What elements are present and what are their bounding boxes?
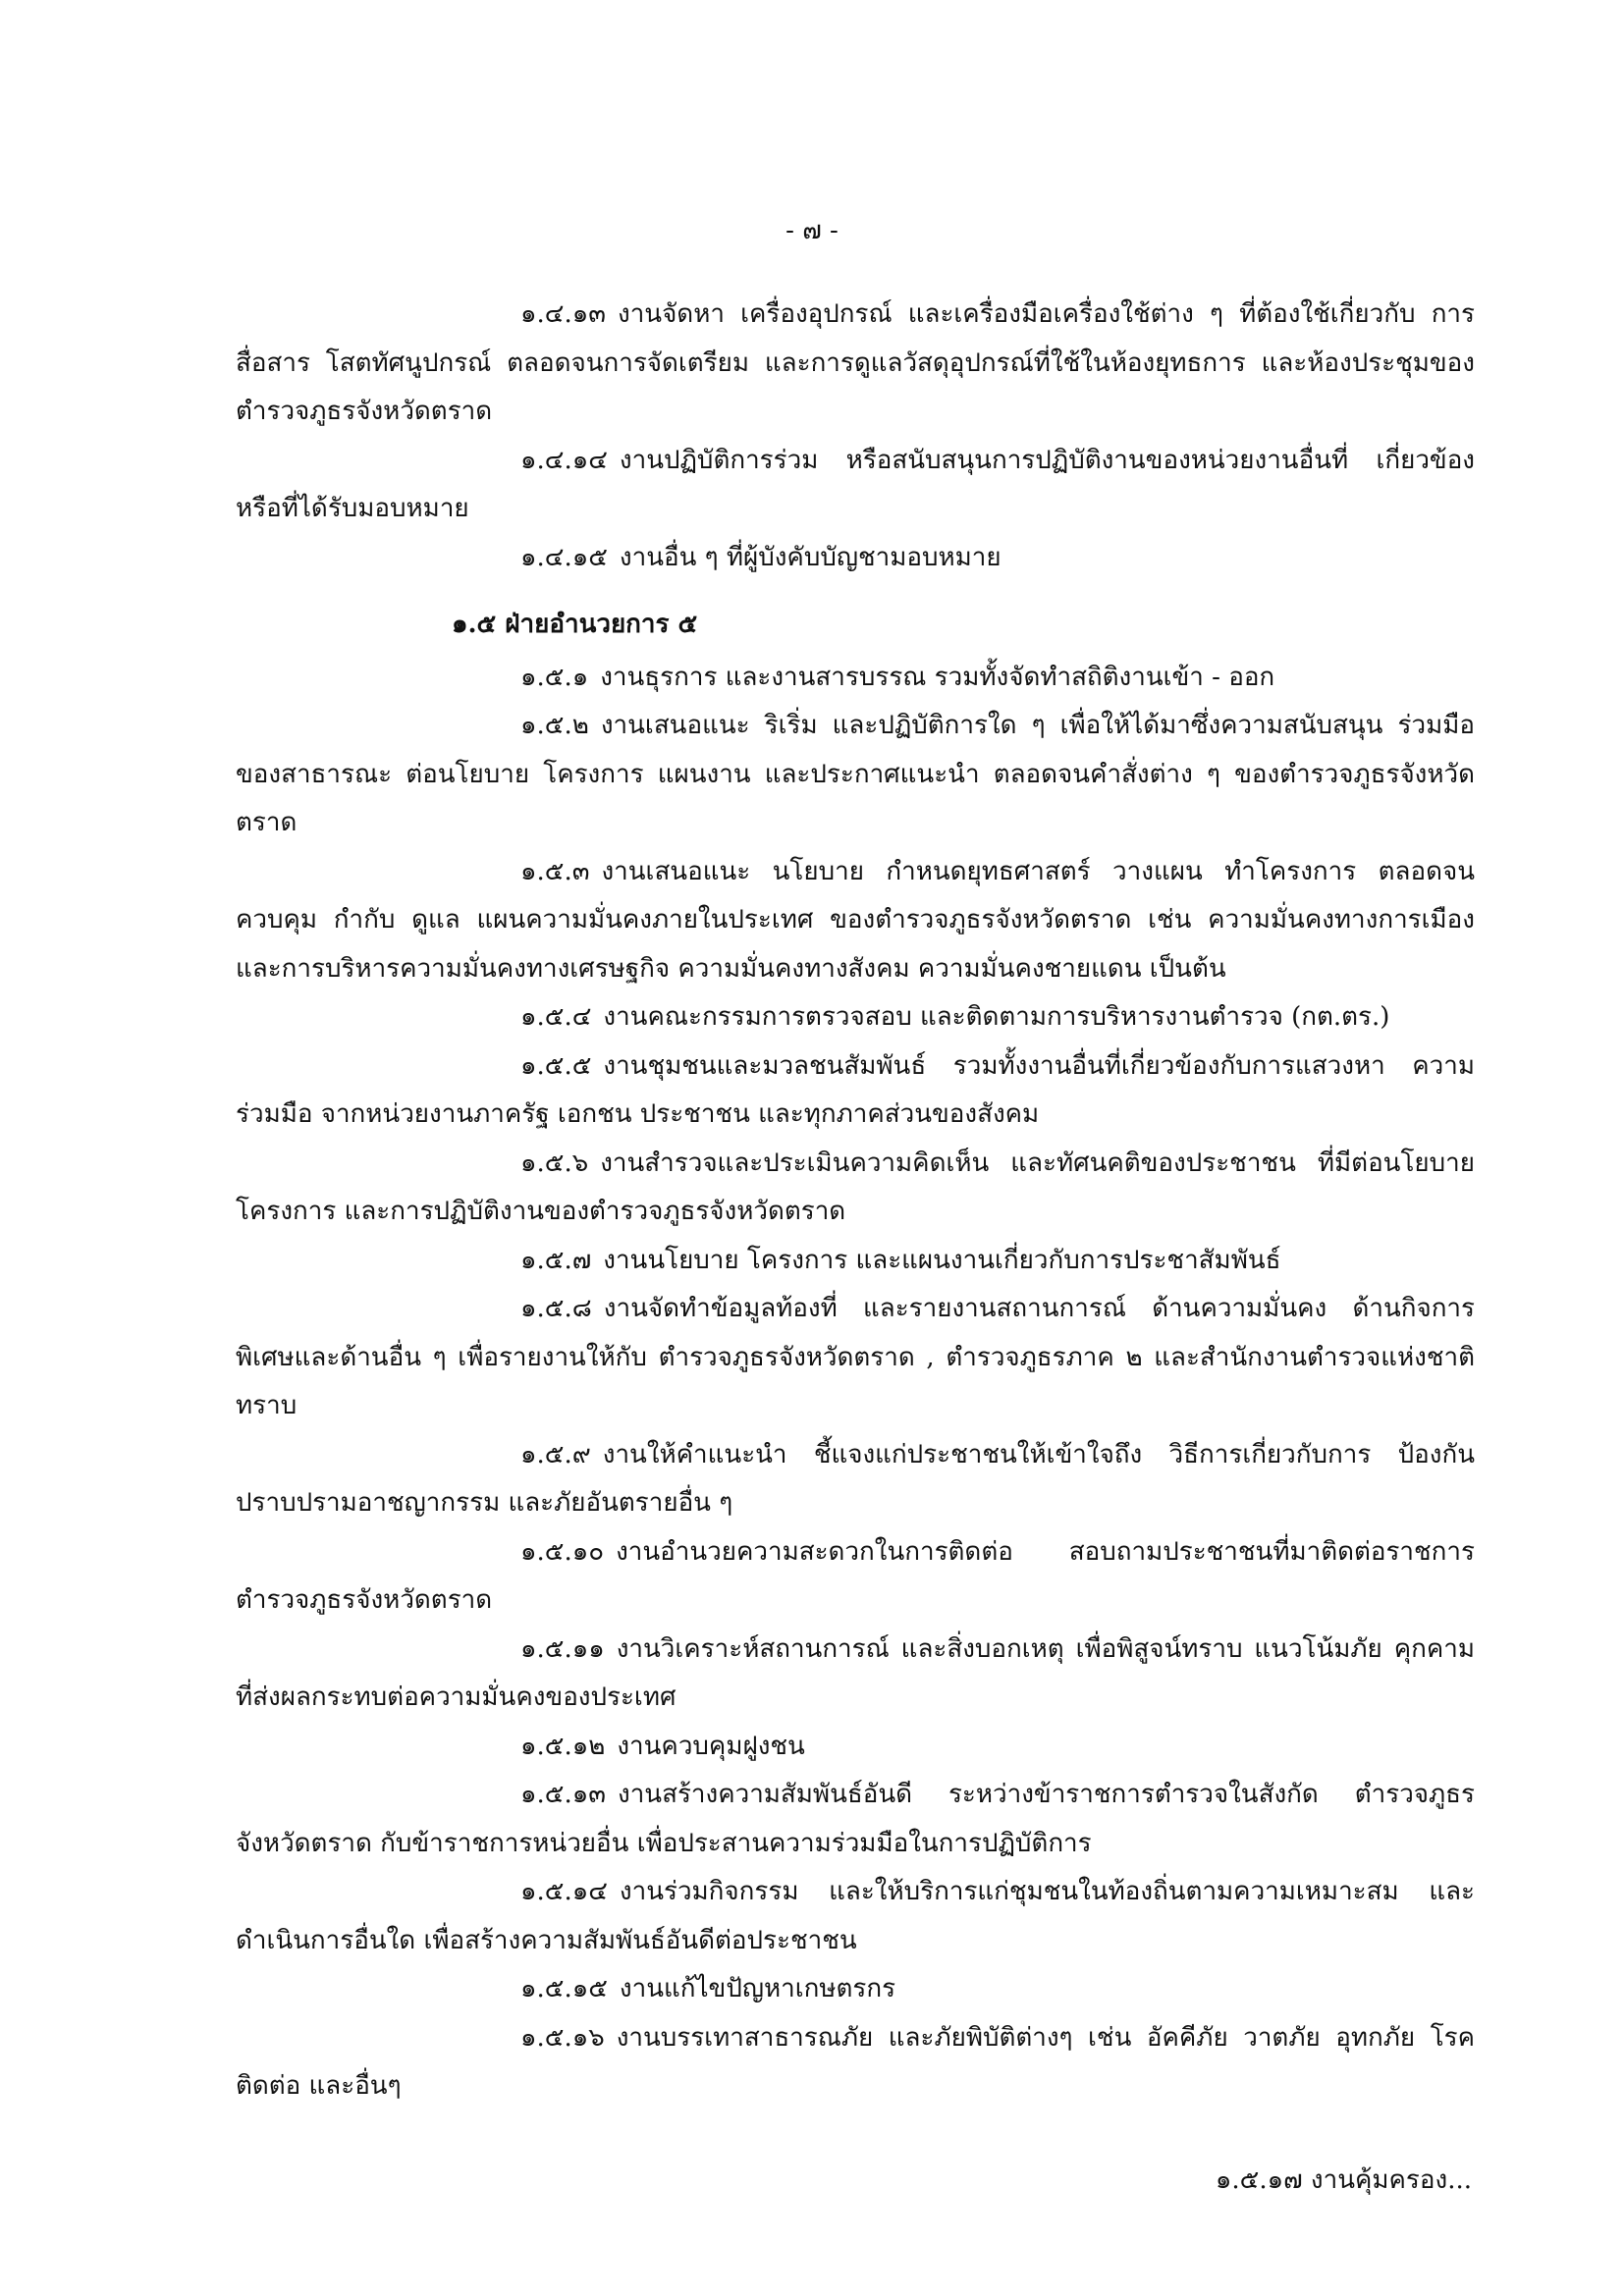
item-number: ๑.๕.๔ — [520, 1002, 592, 1032]
item-first-line — [236, 543, 1001, 572]
item-first-line — [236, 711, 1382, 740]
item-number: ๑.๔.๑๕ — [520, 542, 608, 572]
item-text: งานคณะกรรมการตรวจสอบ และติดตามการบริหารงานตำรวจ (กต.ตร.) — [603, 1002, 1390, 1032]
list-item — [236, 2014, 1475, 2111]
list-item — [236, 1431, 1475, 1528]
list-item — [236, 1042, 1475, 1140]
item-text: งานธุรการ และงานสารบรรณ รวมทั้งจัดทำสถิติงานเข้า - ออก — [600, 662, 1275, 692]
item-number: ๑.๕.๑๕ — [520, 1974, 608, 2003]
item-number: ๑.๕.๕ — [520, 1050, 592, 1081]
list-item — [236, 702, 1475, 848]
item-number: ๑.๕.๑๐ — [520, 1536, 605, 1567]
item-continuation: ควบคุม กำกับ ดูแล แผนความมั่นคงภายในประเทศ ของตำรวจภูธรจังหวัดตราด เช่น ความมั่นคงทางการเมือง และการบริหารความมั่นคงทางเศรษฐกิจ ความมั่นคงทางสังคม ความมั่นคงชายแดน เป็นต้น — [236, 905, 1475, 984]
document-body — [236, 291, 1475, 2111]
item-first-line — [236, 299, 1416, 329]
item-text: งานบรรเทาสาธารณภัย และภัยพิบัติต่างๆ เช่น อัคคีภัย วาตภัย อุทกภัย — [616, 2022, 1416, 2053]
item-text: งานเสนอแนะ นโยบาย กำหนดยุทธศาสตร์ วางแผน ทำโครงการ ตลอดจน — [601, 856, 1476, 886]
item-text: งานจัดทำข้อมูลท้องที่ และรายงานสถานการณ์ ด้านความมั่นคง — [603, 1294, 1327, 1323]
list-item — [236, 291, 1475, 437]
item-number: ๑.๕.๒ — [520, 711, 589, 740]
list-item — [236, 534, 1475, 583]
item-text: งานอำนวยความสะดวกในการติดต่อ สอบถามประชาชนที่มาติดต่อราชการ — [616, 1536, 1475, 1567]
list-item — [236, 1528, 1475, 1626]
item-continuation: ตำรวจภูธรจังหวัดตราด — [236, 1585, 493, 1615]
item-first-line — [236, 1877, 1399, 1906]
item-text: งานสำรวจและประเมินความคิดเห็น และทัศนคติของประชาชน — [600, 1148, 1296, 1178]
item-text: งานอื่น ๆ ที่ผู้บังคับบัญชามอบหมาย — [619, 542, 1001, 572]
item-continuation: การสื่อสาร โสตทัศนูปกรณ์ ตลอดจนการจัดเตรียม และการดูแลวัสดุอุปกรณ์ที่ใช้ในห้องยุทธการ และห้องประชุมของ ตำรวจภูธรจังหวัดตราด — [236, 299, 1475, 426]
section-1-4-items — [236, 291, 1475, 582]
item-first-line — [236, 1246, 1280, 1275]
continuation-note: ๑.๕.๑๗ งานคุ้มครอง... — [1215, 2165, 1472, 2195]
item-text: งานนโยบาย โครงการ และแผนงานเกี่ยวกับการประชาสัมพันธ์ — [603, 1245, 1281, 1275]
item-text: งานเสนอแนะ ริเริ่ม และปฏิบัติการใด ๆ เพื่อให้ได้มาซึ่งความสนับสนุน — [600, 711, 1383, 740]
list-item — [236, 654, 1475, 703]
item-number: ๑.๕.๑๑ — [520, 1633, 605, 1664]
item-continuation: โรคติดต่อ และอื่นๆ — [236, 2022, 1476, 2101]
item-first-line — [236, 1294, 1326, 1323]
item-first-line — [236, 2023, 1415, 2053]
item-first-line — [236, 663, 1274, 692]
item-continuation: ด้านกิจการพิเศษและด้านอื่น ๆ เพื่อรายงานให้กับ ตำรวจภูธรจังหวัดตราด , ตำรวจภูธรภาค ๒ และสำนักงานตำรวจแห่งชาติ ทราบ — [236, 1294, 1475, 1420]
list-item — [236, 1771, 1475, 1868]
item-continuation: และดำเนินการอื่นใด เพื่อสร้างความสัมพันธ์อันดีต่อประชาชน — [236, 1877, 1475, 1955]
item-continuation: ความร่วมมือ จากหน่วยงานภาครัฐ เอกชน ประชาชน และทุกภาคส่วนของสังคม — [236, 1050, 1476, 1129]
item-continuation: ป้องกันปราบปรามอาชญากรรม และภัยอันตรายอื่น ๆ — [236, 1439, 1475, 1518]
item-text: งานปฏิบัติการร่วม หรือสนับสนุนการปฏิบัติงานของหน่วยงานอื่นที่ — [619, 445, 1349, 475]
item-first-line — [236, 1537, 1475, 1567]
item-number: ๑.๕.๑๓ — [520, 1780, 606, 1809]
item-number: ๑.๕.๑ — [520, 662, 589, 692]
item-text: งานให้คำแนะนำ ชี้แจงแก่ประชาชนให้เข้าใจถึง วิธีการเกี่ยวกับการ — [602, 1439, 1372, 1469]
item-first-line — [236, 1732, 805, 1761]
item-number: ๑.๕.๘ — [520, 1294, 592, 1323]
item-first-line — [236, 1634, 1382, 1664]
item-text: งานสร้างความสัมพันธ์อันดี ระหว่างข้าราชการตำรวจในสังกัด ตำรวจภูธร — [618, 1780, 1475, 1809]
item-continuation: คุกคาม ที่ส่งผลกระทบต่อความมั่นคงของประเทศ — [236, 1633, 1475, 1712]
list-item — [236, 1723, 1475, 1772]
item-number: ๑.๔.๑๓ — [520, 299, 606, 329]
item-first-line — [236, 1440, 1371, 1469]
item-first-line — [236, 857, 1475, 886]
item-first-line — [236, 1780, 1475, 1809]
list-item — [236, 993, 1475, 1042]
item-text: งานควบคุมฝูงชน — [617, 1731, 805, 1761]
item-continuation: ร่วมมือของสาธารณะ ต่อนโยบาย โครงการ แผนงาน และประกาศแนะนำ ตลอดจนคำสั่งต่าง ๆ ของตำรวจภูธรจังหวัดตราด — [236, 711, 1476, 837]
item-first-line — [236, 1148, 1296, 1178]
item-number: ๑.๕.๑๖ — [520, 2022, 605, 2053]
list-item — [236, 1626, 1475, 1723]
item-first-line — [236, 446, 1348, 475]
item-first-line — [236, 1974, 895, 2003]
list-item — [236, 1868, 1475, 1965]
section-heading: ๑.๕ ฝ่ายอำนวยการ ๕ — [452, 610, 698, 639]
list-item — [236, 1140, 1475, 1237]
page-number: - ๗ - — [785, 216, 839, 245]
list-item — [236, 437, 1475, 534]
item-number: ๑.๕.๑๒ — [520, 1731, 606, 1761]
item-number: ๑.๕.๖ — [520, 1148, 589, 1178]
item-number: ๑.๕.๑๔ — [520, 1877, 608, 1906]
item-text: งานชุมชนและมวลชนสัมพันธ์ รวมทั้งงานอื่นที่เกี่ยวข้องกับการแสวงหา — [603, 1050, 1385, 1081]
item-number: ๑.๕.๗ — [520, 1245, 592, 1275]
item-text: งานแก้ไขปัญหาเกษตรกร — [619, 1974, 896, 2003]
list-item — [236, 1237, 1475, 1286]
item-number: ๑.๔.๑๔ — [520, 445, 608, 475]
item-text: งานจัดหา เครื่องอุปกรณ์ และเครื่องมือเครื่องใช้ต่าง ๆ ที่ต้องใช้เกี่ยวกับ — [618, 299, 1416, 329]
list-item — [236, 848, 1475, 994]
item-text: งานวิเคราะห์สถานการณ์ และสิ่งบอกเหตุ เพื่อพิสูจน์ทราบ แนวโน้มภัย — [616, 1633, 1382, 1664]
list-item — [236, 1285, 1475, 1431]
item-number: ๑.๕.๙ — [520, 1439, 591, 1469]
item-text: งานร่วมกิจกรรม และให้บริการแก่ชุมชนในท้องถิ่นตามความเหมาะสม — [619, 1877, 1399, 1906]
section-1-5-items — [236, 654, 1475, 2111]
item-continuation: ที่มีต่อนโยบาย โครงการ และการปฏิบัติงานของตำรวจภูธรจังหวัดตราด — [236, 1148, 1475, 1226]
item-continuation: เกี่ยวข้อง หรือที่ได้รับมอบหมาย — [236, 445, 1475, 523]
item-first-line — [236, 1002, 1389, 1032]
item-first-line — [236, 1051, 1385, 1081]
item-continuation: จังหวัดตราด กับข้าราชการหน่วยอื่น เพื่อประสานความร่วมมือในการปฏิบัติการ — [236, 1828, 1092, 1858]
item-number: ๑.๕.๓ — [520, 856, 590, 886]
list-item — [236, 1965, 1475, 2014]
